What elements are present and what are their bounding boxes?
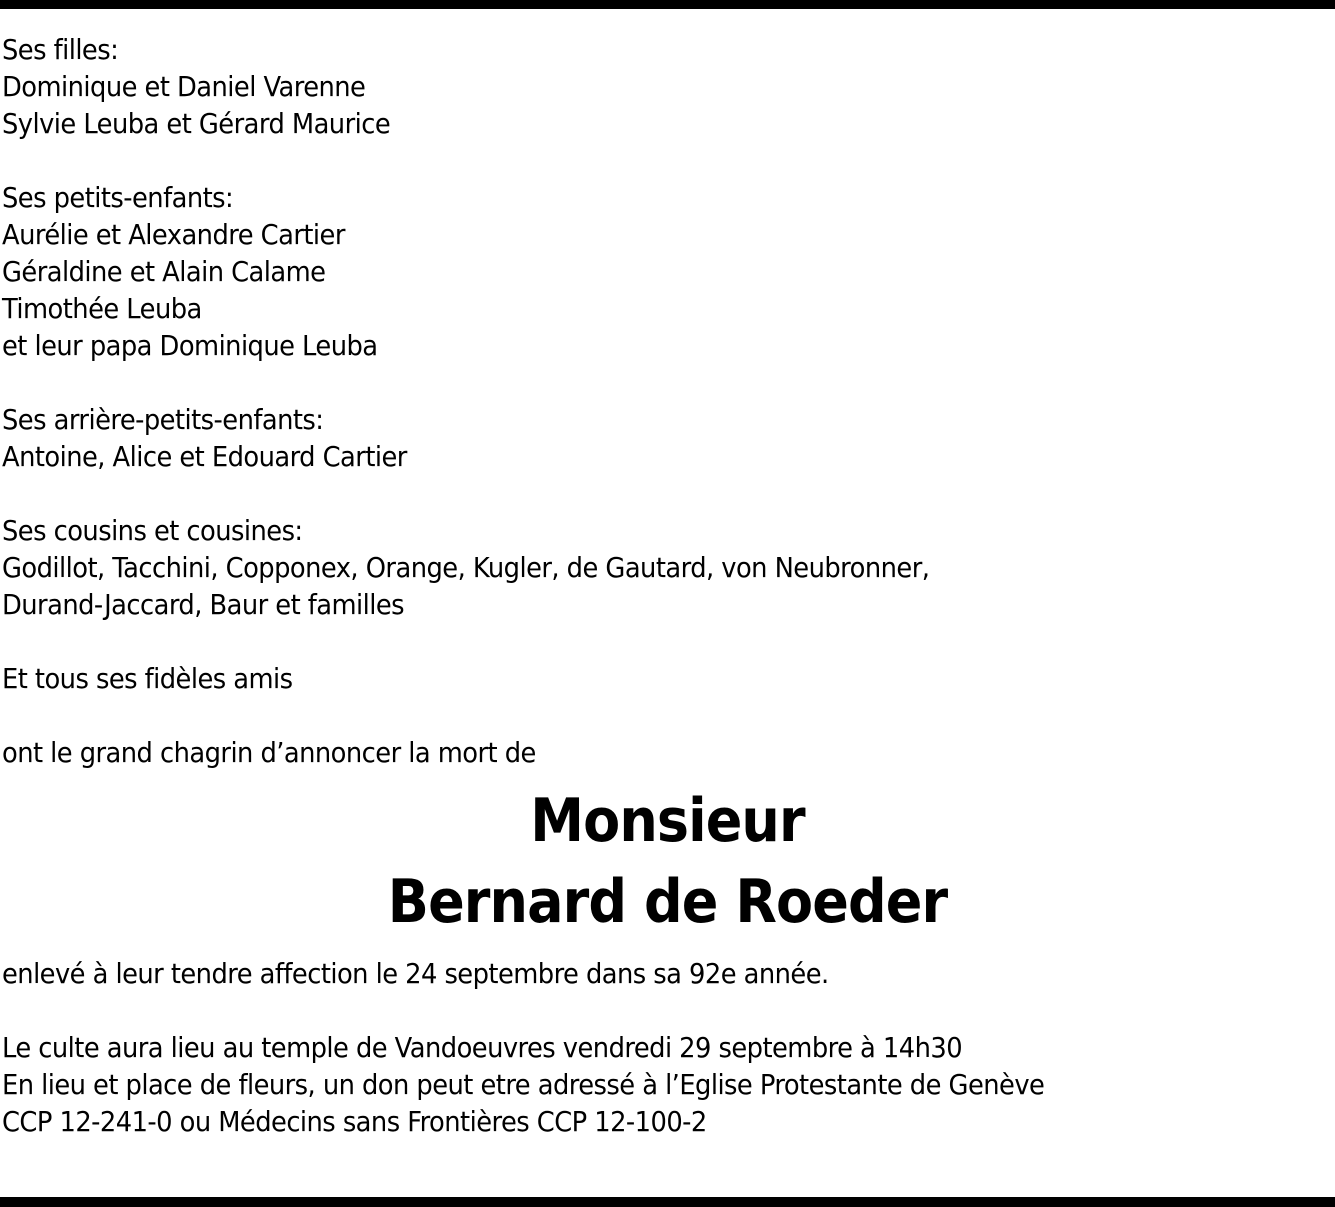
death-line: enlevé à leur tendre affection le 24 septembre dans sa 92e année. xyxy=(2,957,829,990)
friends-line: Et tous ses fidèles amis xyxy=(2,662,293,695)
cousins-heading: Ses cousins et cousines: xyxy=(2,514,303,547)
grandchild-entry: Aurélie et Alexandre Cartier xyxy=(2,218,345,251)
great-grandchild-entry: Antoine, Alice et Edouard Cartier xyxy=(2,440,407,473)
bottom-rule xyxy=(0,1197,1335,1207)
great-grandchildren-heading: Ses arrière-petits-enfants: xyxy=(2,403,324,436)
grandchildren-heading: Ses petits-enfants: xyxy=(2,181,234,214)
deceased-title: Monsieur xyxy=(530,786,805,856)
donation-line: En lieu et place de fleurs, un don peut etre adressé à l’Eglise Protestante de Genève xyxy=(2,1068,1045,1101)
service-line: Le culte aura lieu au temple de Vandoeuvres vendredi 29 septembre à 14h30 xyxy=(2,1031,963,1064)
daughter-entry: Sylvie Leuba et Gérard Maurice xyxy=(2,107,391,140)
daughters-heading: Ses filles: xyxy=(2,33,119,66)
account-line: CCP 12-241-0 ou Médecins sans Frontières CCP 12-100-2 xyxy=(2,1105,707,1138)
announcement-line: ont le grand chagrin d’annoncer la mort de xyxy=(2,736,536,769)
cousins-entry: Durand-Jaccard, Baur et familles xyxy=(2,588,405,621)
top-rule xyxy=(0,0,1335,9)
grandchild-entry: Timothée Leuba xyxy=(2,292,202,325)
deceased-name: Bernard de Roeder xyxy=(387,867,948,937)
cousins-entry: Godillot, Tacchini, Copponex, Orange, Kugler, de Gautard, von Neubronner, xyxy=(2,551,930,584)
grandchild-entry: et leur papa Dominique Leuba xyxy=(2,329,378,362)
daughter-entry: Dominique et Daniel Varenne xyxy=(2,70,366,103)
family-list xyxy=(2,31,1322,771)
service-details xyxy=(2,955,1322,1140)
grandchild-entry: Géraldine et Alain Calame xyxy=(2,255,326,288)
